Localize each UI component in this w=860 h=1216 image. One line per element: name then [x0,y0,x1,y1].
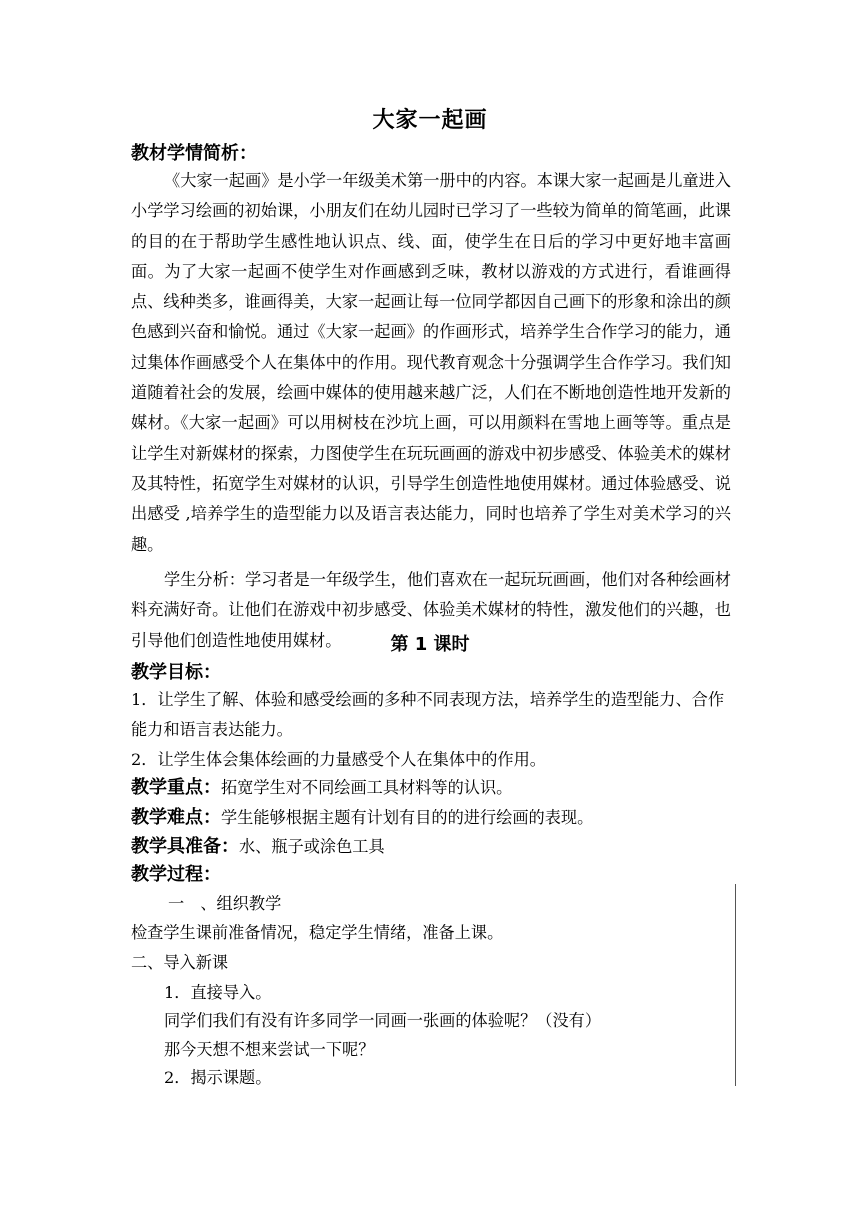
lesson-subtitle: 第 1 课时 [390,634,470,655]
step-2-item-1: 1．直接导入。 [164,983,272,1002]
goal-item-1: 1．让学生了解、体验和感受绘画的多种不同表现方法，培养学生的造型能力、合作能力和语言表达能力。 [131,690,725,739]
student-analysis-paragraph: 学生分析：学习者是一年级学生，他们喜欢在一起玩玩画画，他们对各种绘画材料充满好奇。让他们在游戏中初步感受、体验美术媒材的特性，激发他们的兴趣，也引导他们创造性地使用媒材。 [131,570,731,650]
goal-item-2: 2．让学生体会集体绘画的力量感受个人在集体中的作用。 [131,750,546,769]
margin-rule [735,884,736,1086]
document-title: 大家一起画 [372,108,488,133]
step-2-title: 二、导入新课 [131,953,229,972]
prep-line [131,832,385,858]
difficulty-line [131,803,593,829]
difficulty-label: 教学难点： [131,807,221,828]
key-point-text: 拓宽学生对不同绘画工具材料等的认识。 [221,778,513,797]
process-heading: 教学过程： [131,864,221,885]
difficulty-text: 学生能够根据主题有计划有目的的进行绘画的表现。 [221,808,594,827]
analysis-paragraph: 《大家一起画》是小学一年级美术第一册中的内容。本课大家一起画是儿童进入小学学习绘画的初始课，小朋友们在幼儿园时已学习了一些较为简单的简笔画，此课的目的在于帮助学生感性地认识点、线、面，使学生在日后的学习中更好地丰富画面。为了大家一起画不使学生对作画感到乏味，教材以游戏的方式进行，看谁画得点、线种类多，谁画得美，大家一起画让每一位同学都因自己画下的形象和涂出的颜色感到兴奋和愉悦。通过《大家一起画》的作画形式，培养学生合作学习的能力，通过集体作画感受个人在集体中的作用。现代教育观念十分强调学生合作学习。我们知道随着社会的发展，绘画中媒体的使用越来越广泛，人们在不断地创造性地开发新的媒材。《大家一起画》可以用树枝在沙坑上画，可以用颜料在雪地上画等等。重点是让学生对新媒材的探索，力图使学生在玩玩画画的游戏中初步感受、体验美术的媒材及其特性，拓宽学生对媒材的认识，引导学生创造性地使用媒材。通过体验感受、说出感受 ,培养学生的造型能力以及语言表达能力，同时也培养了学生对美术学习的兴趣。 [131,171,731,554]
goals-heading: 教学目标： [131,662,221,683]
analysis-heading: 教材学情简析： [131,143,257,164]
prep-text: 水、瓶子或涂色工具 [239,837,385,856]
step-1-title: 一 、组织教学 [168,894,282,913]
step-2-item-2: 2．揭示课题。 [164,1068,272,1087]
key-point-line [131,773,512,799]
step-1-text: 检查学生课前准备情况，稳定学生情绪，准备上课。 [131,923,504,942]
step-2-question-2: 那今天想不想来尝试一下呢？ [164,1040,375,1059]
prep-label: 教学具准备： [131,836,239,857]
step-2-question-1: 同学们我们有没有许多同学一同画一张画的体验呢？（没有） [164,1011,602,1030]
key-point-label: 教学重点： [131,777,221,798]
